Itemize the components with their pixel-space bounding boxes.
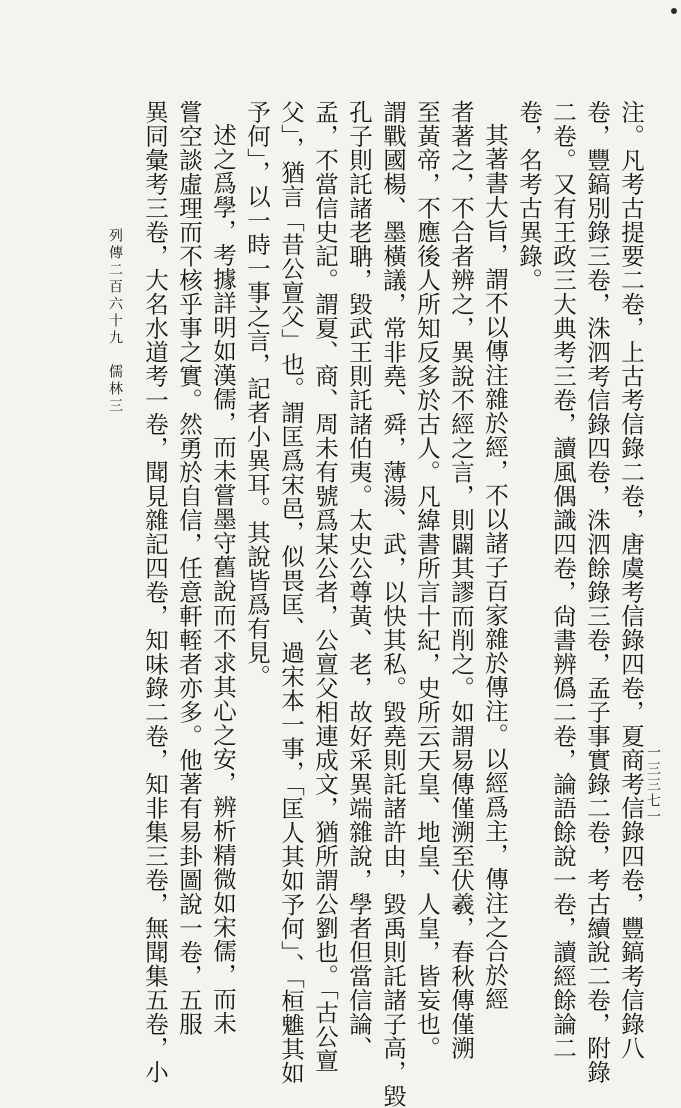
text-column: 至黃帝，不應後人所知反多於古人。凡緯書所言十紀，史所云天皇、地皇、人皇，皆妄也。	[413, 100, 441, 1060]
text-column: 孟，不當信史記。謂夏、商、周未有號爲某公者，公亶父相連成文，猶所謂公劉也。「古公亶	[311, 100, 339, 1073]
text-column: 其著書大旨，謂不以傳注雜於經，不以諸子百家雜於傳注。以經爲主，傳注之合於經	[481, 123, 509, 1011]
page-number: 一三三七一	[645, 745, 661, 825]
text-column: 者著之，不合者辨之，異說不經之言，則闢其謬而削之。如謂易傳僅溯至伏羲，春秋傳僅溯	[447, 100, 475, 1060]
text-column: 述之爲學，考據詳明如漢儒，而未嘗墨守舊說而不求其心之安，辨析精微如宋儒，而未	[209, 123, 237, 1035]
text-column: 孔子則託諸老聃，毀武王則託諸伯夷。太史公尊黃、老，故好采異端雜說，學者但當信論、	[345, 100, 373, 1060]
text-column: 謂戰國楊、墨橫議，常非堯、舜，薄湯、武，以快其私。毀堯則託諸許由，毀禹則託諸子高，毀	[379, 100, 407, 1108]
text-column: 父」，猶言「昔公亶父」也。謂匡爲宋邑，似畏匡、過宋本一事，「匡人其如予何」、「桓魋其如	[277, 100, 305, 1085]
text-column: 卷，名考古異錄。	[515, 100, 543, 292]
text-column: 二卷。又有王政三大典考三卷，讀風偶識四卷，尙書辨僞二卷，論語餘說一卷，讀經餘論二	[549, 100, 577, 1060]
text-column: 嘗空談虛理而不核乎事之實。然勇於自信，任意軒輊者亦多。他著有易卦圖說一卷，五服	[175, 100, 203, 1036]
text-column: 注。凡考古提要二卷，上古考信錄二卷，唐虞考信錄四卷，夏商考信錄四卷，豐鎬考信錄八	[617, 100, 645, 1060]
text-column: 予何」，以一時一事之言，記者小異耳。其說皆爲有見。	[243, 100, 271, 689]
text-column: 卷，豐鎬別錄三卷，洙泗考信錄四卷，洙泗餘錄三卷，孟子事實錄二卷，考古續說二卷，附錄	[583, 100, 611, 1084]
text-column: 異同彙考三卷，大名水道考一卷，聞見雜記四卷，知味錄二卷，知非集三卷，無聞集五卷，小	[141, 100, 169, 1084]
scan-dot	[671, 8, 677, 14]
margin-running-title: 列傳二百六十九 儒林三	[107, 228, 123, 415]
